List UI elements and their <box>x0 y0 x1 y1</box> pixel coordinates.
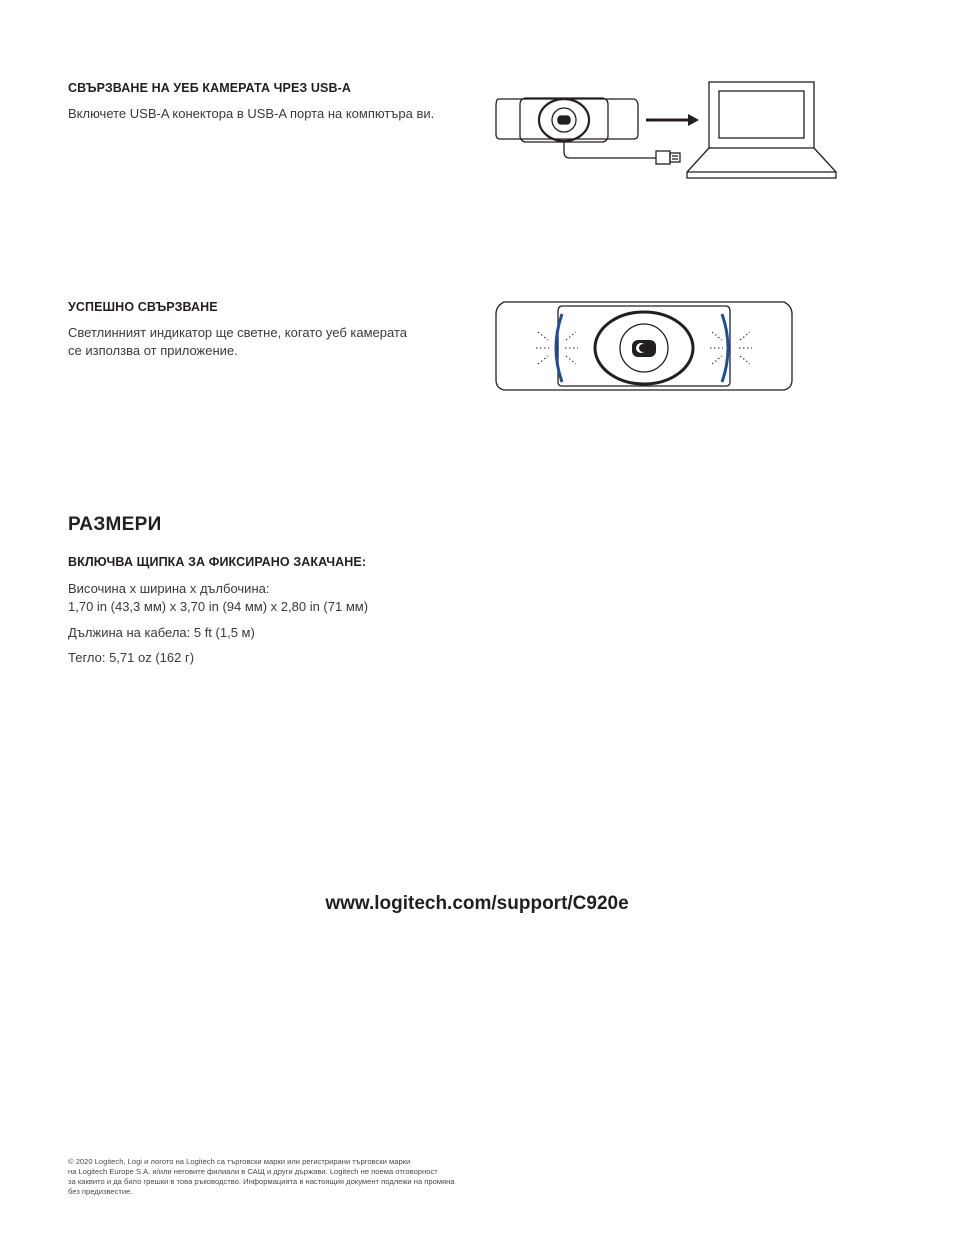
dimensions-subheading: ВКЛЮЧВА ЩИПКА ЗА ФИКСИРАНО ЗАКАЧАНЕ: <box>68 555 367 569</box>
dimensions-hwd-value: 1,70 in (43,3 мм) x 3,70 in (94 мм) x 2,80 in (71 мм) <box>68 599 369 614</box>
usb-connection-text: Включете USB-A конектора в USB-A порта на компютъра ви. <box>68 106 435 121</box>
legal-line-1: © 2020 Logitech, Logi и логото на Logitech са търговски марки или регистрирани търговски марки <box>68 1157 411 1166</box>
webcam-led-illustration <box>494 302 794 392</box>
success-text-line2: се използва от приложение. <box>68 343 238 358</box>
cable-length: Дължина на кабела: 5 ft (1,5 м) <box>68 625 255 640</box>
usb-connection-heading: СВЪРЗВАНЕ НА УЕБ КАМЕРАТА ЧРЕЗ USB-A <box>68 81 352 95</box>
legal-line-2: на Logitech Europe S.A. и/или неговите филиали в САЩ и други държави. Logitech не поема отговорност <box>68 1167 438 1176</box>
success-heading: УСПЕШНО СВЪРЗВАНЕ <box>68 300 218 314</box>
success-text-line1: Светлинният индикатор ще светне, когато уеб камерата <box>68 325 408 340</box>
dimensions-hwd-label: Височина x ширина x дълбочина: <box>68 581 270 596</box>
dimensions-heading: РАЗМЕРИ <box>68 514 162 535</box>
support-url[interactable]: www.logitech.com/support/C920e <box>325 893 629 914</box>
usb-connection-illustration <box>494 78 839 182</box>
weight: Тегло: 5,71 oz (162 г) <box>68 650 195 665</box>
legal-line-4: без предизвестие. <box>68 1187 133 1196</box>
legal-line-3: за каквито и да било грешки в това ръководство. Информацията в настоящия документ подлежи на промяна <box>68 1177 455 1186</box>
